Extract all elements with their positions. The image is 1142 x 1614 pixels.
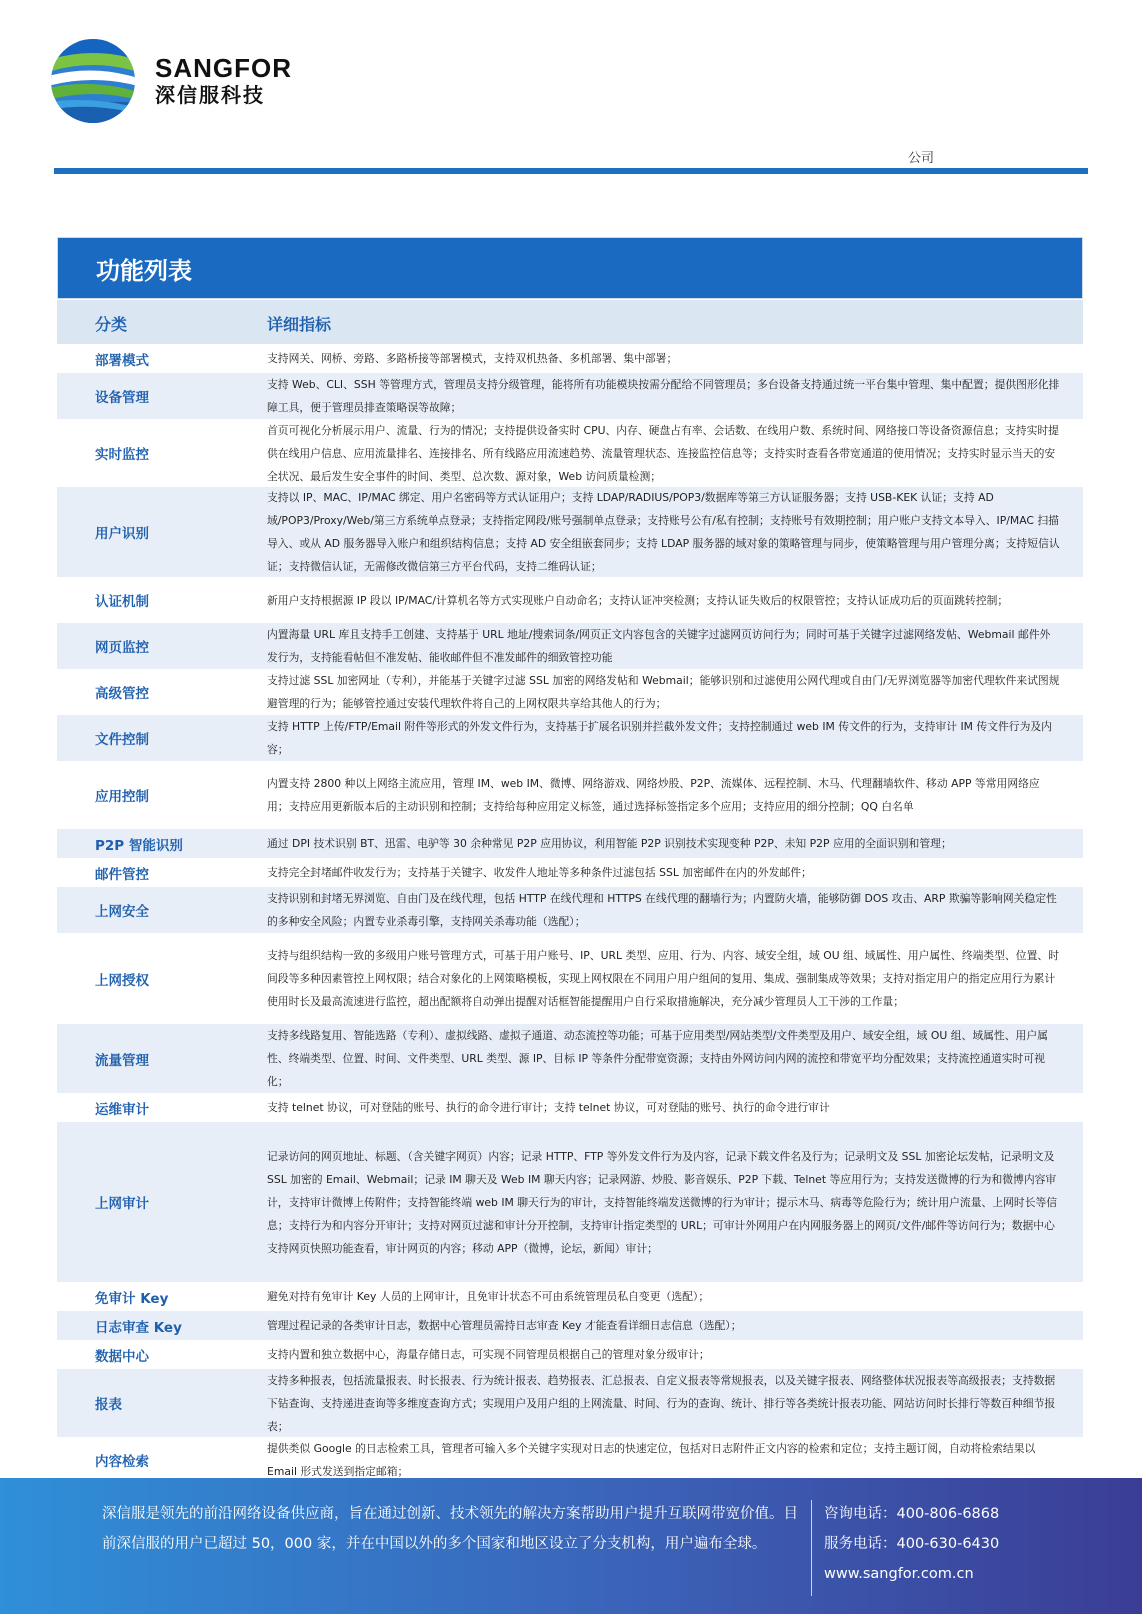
- table-row: [57, 933, 1083, 1024]
- row-detail: 支持 telnet 协议，可对登陆的账号、执行的命令进行审计；支持 telnet 协议，可对登陆的账号、执行的命令进行审计: [267, 1101, 830, 1114]
- row-category: 免审计 Key: [95, 1290, 169, 1307]
- row-category: 日志审查 Key: [95, 1319, 182, 1336]
- row-detail: 避免对持有免审计 Key 人员的上网审计，且免审计状态不可由系统管理员私自变更（选配）；: [267, 1290, 710, 1303]
- table-row: [57, 373, 1083, 419]
- table-row: [57, 1311, 1083, 1340]
- table-row: [57, 1282, 1083, 1311]
- row-category: 实时监控: [95, 447, 149, 463]
- section-title: 功能列表: [96, 257, 192, 285]
- row-category: 流量管理: [95, 1052, 149, 1069]
- row-detail: 内置支持 2800 种以上网络主流应用，管理 IM、web IM、微博、网络游戏、网络炒股、P2P、流媒体、远程控制、木马、代理翻墙软件、移动 APP 等常用网络应用；支持应用更新版本后的主动识别和控制；支持给每种应用定义标签，通过选择标签指定多个应用；支持应用的细分控制；QQ 白名单: [267, 777, 1040, 813]
- row-category: 认证机制: [95, 594, 149, 610]
- row-detail: 提供类似 Google 的日志检索工具，管理者可输入多个关键字实现对日志的快速定位，包括对日志附件正文内容的检索和定位；支持主题订阅，自动将检索结果以 Email 形式发送到指定邮箱；: [267, 1442, 1036, 1478]
- table-row: [57, 1369, 1083, 1437]
- row-detail: 支持内置和独立数据中心，海量存储日志，可实现不同管理员根据自己的管理对象分级审计；: [267, 1348, 710, 1361]
- row-category: 网页监控: [95, 640, 149, 656]
- row-category: 上网安全: [95, 904, 149, 920]
- row-detail: 支持多线路复用、智能选路（专利）、虚拟线路、虚拟子通道、动态流控等功能；可基于应用类型/网站类型/文件类型及用户、域安全组，域 OU 组、域属性、用户属性、终端类型、位置、时间、文件类型、URL 类型、源 IP、目标 IP 等条件分配带宽资源；支持由外网访问内网的流控和带宽平均分配效果；支持流控通道实时可视化；: [267, 1029, 1048, 1088]
- table-row: [57, 487, 1083, 577]
- row-detail: 支持完全封堵邮件收发行为；支持基于关键字、收发件人地址等多种条件过滤包括 SSL 加密邮件在内的外发邮件；: [267, 866, 812, 879]
- feature-table: [57, 300, 1083, 1483]
- row-detail: 支持网关、网桥、旁路、多路桥接等部署模式，支持双机热备、多机部署、集中部署；: [267, 352, 678, 365]
- row-category: 运维审计: [95, 1101, 149, 1118]
- table-row: [57, 577, 1083, 623]
- row-category: P2P 智能识别: [95, 837, 183, 854]
- row-category: 文件控制: [95, 732, 149, 748]
- table-row: [57, 1437, 1083, 1483]
- row-category: 报表: [95, 1397, 122, 1413]
- website-link[interactable]: www.sangfor.com.cn: [824, 1566, 974, 1582]
- table-row: [57, 887, 1083, 933]
- table-row: [57, 761, 1083, 829]
- row-category: 高级管控: [95, 686, 149, 702]
- row-detail: 通过 DPI 技术识别 BT、迅雷、电驴等 30 余种常见 P2P 应用协议，利用智能 P2P 识别技术实现变种 P2P、未知 P2P 应用的全面识别和管理；: [267, 837, 952, 850]
- table-row: [57, 1340, 1083, 1369]
- row-detail: 内置海量 URL 库且支持手工创建、支持基于 URL 地址/搜索词条/网页正文内容包含的关键字过滤网页访问行为；同时可基于关键字过滤网络发帖、Webmail 邮件外发行为，支持能看帖但不准发帖、能收邮件但不准发邮件的细致管控功能: [267, 628, 1051, 664]
- table-row: [57, 669, 1083, 715]
- row-category: 数据中心: [95, 1348, 149, 1365]
- table-row: [57, 1093, 1083, 1122]
- table-body: [57, 344, 1083, 1483]
- row-detail: 首页可视化分析展示用户、流量、行为的情况；支持提供设备实时 CPU、内存、硬盘占有率、会话数、在线用户数、系统时间、网络接口等设备资源信息；支持实时提供在线用户信息、应用流量排名、连接排名、所有线路应用流速趋势、流量管理状态、连接监控信息等；支持实时查看各带宽通道的使用情况；支持实时显示当天的安全状况、最后发生安全事件的时间、类型、总次数、源对象，Web 访问质量检测；: [267, 423, 1059, 483]
- row-detail: 支持多种报表，包括流量报表、时长报表、行为统计报表、趋势报表、汇总报表、自定义报表等常规报表，以及关键字报表、网络整体状况报表等高级报表；支持数据下钻查询、支持递进查询等多维度查询方式；实现用户及用户组的上网流量、时间、行为的查询、统计、排行等各类统计报表功能、网站访问时长排行等数百种细节报表；: [267, 1373, 1056, 1433]
- footer-divider: [811, 1500, 812, 1596]
- sangfor-logo-icon: [48, 38, 138, 124]
- table-row: [57, 419, 1083, 487]
- row-detail: 支持 Web、CLI、SSH 等管理方式，管理员支持分级管理，能将所有功能模块按需分配给不同管理员；多台设备支持通过统一平台集中管理、集中配置；提供图形化排障工具，便于管理员排查策略误等故障；: [267, 378, 1060, 414]
- table-row: [57, 1122, 1083, 1282]
- row-detail: 支持 HTTP 上传/FTP/Email 附件等形式的外发文件行为，支持基于扩展名识别并拦截外发文件；支持控制通过 web IM 传文件的行为，支持审计 IM 传文件行为及内容；: [267, 720, 1052, 756]
- footer-contact: [824, 1499, 999, 1589]
- brand-name-cn: 深信服科技: [155, 83, 265, 107]
- row-category: 上网授权: [95, 972, 149, 989]
- row-category: 应用控制: [95, 789, 149, 805]
- row-detail: 支持过滤 SSL 加密网址（专利），并能基于关键字过滤 SSL 加密的网络发帖和 Webmail；能够识别和过滤使用公网代理或自由门/无界浏览器等加密代理软件来试图规避管理的行为；能够管控通过安装代理软件将自己的上网权限共享给其他人的行为；: [267, 674, 1060, 710]
- row-detail: 支持与组织结构一致的多级用户账号管理方式，可基于用户账号、IP、URL 类型、应用、行为、内容、域安全组，域 OU 组、域属性、用户属性、终端类型、位置、时间段等多种因素管控上网权限；结合对象化的上网策略模板，实现上网权限在不同用户用户组间的复用、集成、强制集成等效果；支持对指定用户的指定应用行为累计使用时长及最高流速进行监控，超出配额将自动弹出提醒对话框智能提醒用户自行采取措施解决，充分减少管理员人工干涉的工作量；: [267, 949, 1059, 1008]
- service-phone: 服务电话：400-630-6430: [824, 1536, 1000, 1552]
- row-detail: 记录访问的网页地址、标题、（含关键字网页）内容；记录 HTTP、FTP 等外发文件行为及内容，记录下载文件名及行为；记录明文及 SSL 加密论坛发帖，记录明文及 SSL 加密的 Email、Webmail；记录 IM 聊天及 Web IM 聊天内容；记录网游、炒股、影音娱乐、P2P 下载、Telnet 等应用行为；支持发送微博的行为和微博内容审计，支持审计微博上传附件；支持智能终端 web IM 聊天行为的审计，支持智能终端发送微博的行为审计；提示木马、病毒等危险行为；统计用户流量、上网时长等信息；支持行为和内容分开审计；支持对网页过滤和审计分开控制，支持审计指定类型的 URL；可审计外网用户在内网服务器上的网页/文件/邮件等访问行为；数据中心支持网页快照功能查看，审计网页的内容；移动 APP（微博，论坛，新闻）审计；: [267, 1149, 1058, 1255]
- row-detail: 支持识别和封堵无界浏览、自由门及在线代理，包括 HTTP 在线代理和 HTTPS 在线代理的翻墙行为；内置防火墙，能够防御 DOS 攻击、ARP 欺骗等影响网关稳定性的多种安全风险；内置专业杀毒引擎，支持网关杀毒功能（选配）；: [267, 892, 1057, 928]
- table-row: [57, 715, 1083, 761]
- row-category: 用户识别: [95, 526, 149, 542]
- row-category: 邮件管控: [95, 866, 149, 883]
- brand: [155, 54, 292, 108]
- row-detail: 支持以 IP、MAC、IP/MAC 绑定、用户名密码等方式认证用户；支持 LDAP/RADIUS/POP3/数据库等第三方认证服务器；支持 USB-KEK 认证；支持 AD 域/POP3/Proxy/Web/第三方系统单点登录；支持指定网段/账号强制单点登录；支持账号公有/私有控制；支持账号有效期控制；用户账户支持文本导入、IP/MAC 扫描导入、或从 AD 服务器导入账户和组织结构信息；支持 AD 安全组嵌套同步；支持 LDAP 服务器的域对象的策略管理与同步，使策略管理与用户管理分离；支持短信认证；支持微信认证，无需修改微信第三方平台代码，支持二维码认证；: [267, 491, 1060, 573]
- row-category: 上网审计: [95, 1196, 149, 1212]
- row-detail: 新用户支持根据源 IP 段以 IP/MAC/计算机名等方式实现账户自动命名；支持认证冲突检测；支持认证失败后的权限管控；支持认证成功后的页面跳转控制；: [267, 593, 1009, 607]
- table-row: [57, 829, 1083, 858]
- row-category: 部署模式: [95, 352, 149, 369]
- company-label: 公司: [908, 151, 935, 166]
- row-category: 设备管理: [95, 390, 149, 406]
- section-title-bar: [57, 237, 1083, 299]
- table-row: [57, 1024, 1083, 1093]
- column-header-category: 分类: [95, 315, 128, 334]
- consult-phone: 咨询电话：400-806-6868: [824, 1506, 1000, 1522]
- row-detail: 管理过程记录的各类审计日志，数据中心管理员需持日志审查 Key 才能查看详细日志信息（选配）；: [267, 1319, 742, 1332]
- table-row: [57, 858, 1083, 887]
- table-header: [57, 300, 1083, 344]
- footer-intro: 深信服是领先的前沿网络设备供应商，旨在通过创新、技术领先的解决方案帮助用户提升互联网带宽价值。目前深信服的用户已超过 50，000 家，并在中国以外的多个国家和地区设立了分支机构，用户遍布全球。: [102, 1506, 798, 1552]
- table-row: [57, 623, 1083, 669]
- column-header-detail: 详细指标: [267, 315, 332, 334]
- brand-name-en: SANGFOR: [155, 53, 292, 83]
- footer: [0, 1478, 1142, 1614]
- header-rule: [54, 168, 1088, 174]
- table-row: [57, 344, 1083, 373]
- row-category: 内容检索: [95, 1454, 149, 1470]
